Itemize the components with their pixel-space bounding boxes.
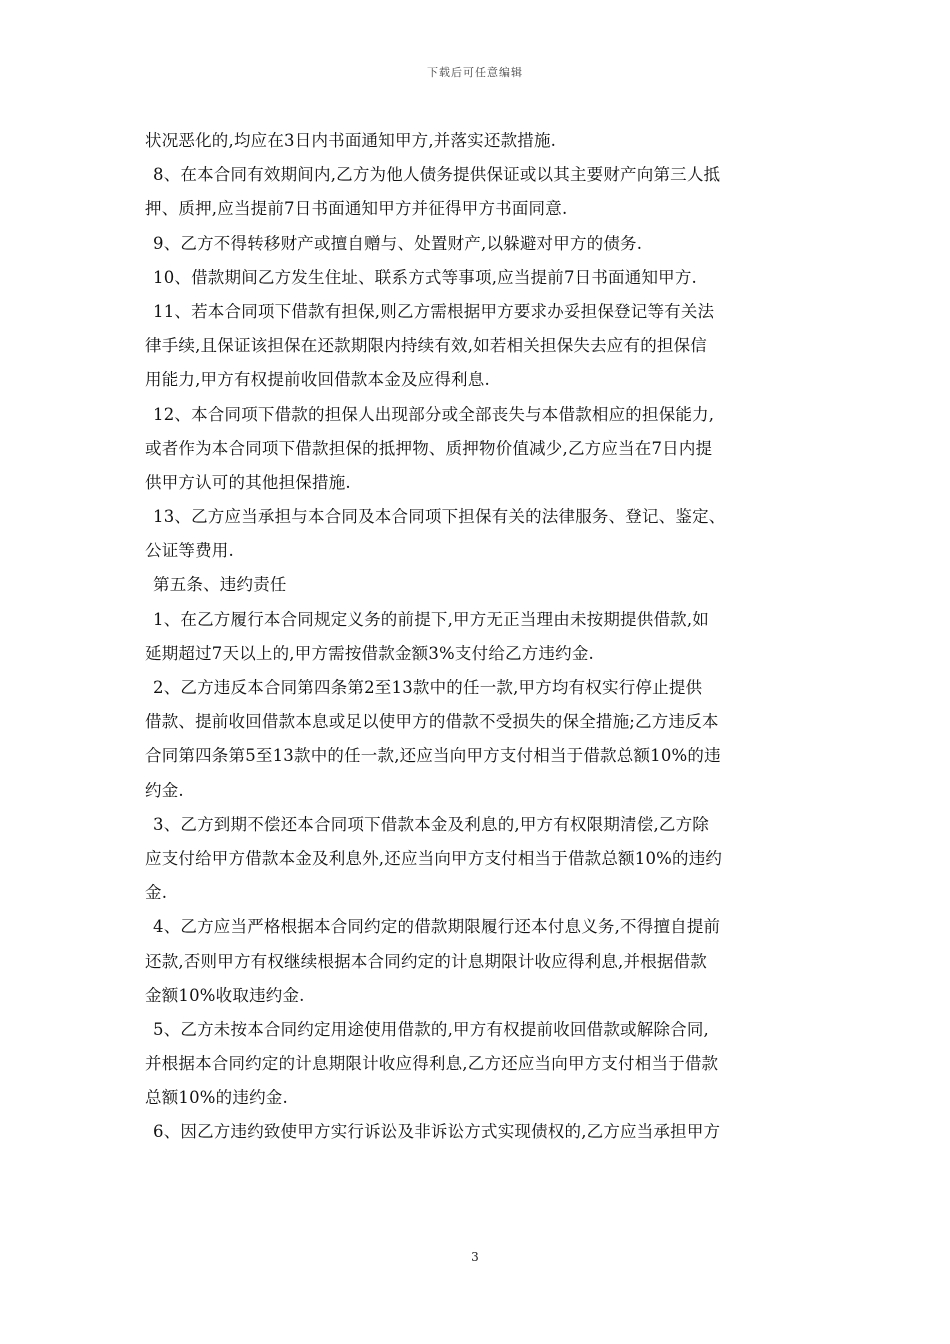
text-line: 借款、提前收回借款本息或足以使甲方的借款不受损失的保全措施;乙方违反本 xyxy=(145,712,719,732)
document-body xyxy=(145,124,810,1150)
text-line: 用能力,甲方有权提前收回借款本金及应得利息. xyxy=(145,370,490,390)
text-line: 5、乙方未按本合同约定用途使用借款的,甲方有权提前收回借款或解除合同, xyxy=(153,1019,709,1039)
text-line: 约金. xyxy=(145,780,184,800)
text-line: 或者作为本合同项下借款担保的抵押物、质押物价值减少,乙方应当在7日内提 xyxy=(145,438,713,458)
text-line: 4、乙方应当严格根据本合同约定的借款期限履行还本付息义务,不得擅自提前 xyxy=(153,917,721,937)
text-line: 还款,否则甲方有权继续根据本合同约定的计息期限计收应得利息,并根据借款 xyxy=(145,951,707,971)
text-line: 1、在乙方履行本合同规定义务的前提下,甲方无正当理由未按期提供借款,如 xyxy=(153,609,709,629)
text-line: 9、乙方不得转移财产或擅自赠与、处置财产,以躲避对甲方的债务. xyxy=(153,233,643,253)
page-number: 3 xyxy=(471,1250,479,1264)
text-line: 状况恶化的,均应在3日内书面通知甲方,并落实还款措施. xyxy=(145,131,557,150)
text-line: 应支付给甲方借款本金及利息外,还应当向甲方支付相当于借款总额10%的违约 xyxy=(145,848,723,868)
text-line: 总额10%的违约金. xyxy=(145,1088,288,1108)
text-line: 10、借款期间乙方发生住址、联系方式等事项,应当提前7日书面通知甲方. xyxy=(153,267,697,287)
text-line: 律手续,且保证该担保在还款期限内持续有效,如若相关担保失去应有的担保信 xyxy=(145,336,707,356)
text-line: 3、乙方到期不偿还本合同项下借款本金及利息的,甲方有权限期清偿,乙方除 xyxy=(153,814,709,834)
text-line: 6、因乙方违约致使甲方实行诉讼及非诉讼方式实现债权的,乙方应当承担甲方 xyxy=(153,1122,721,1142)
text-line: 供甲方认可的其他担保措施. xyxy=(145,472,351,492)
text-line: 第五条、违约责任 xyxy=(153,575,287,595)
text-line: 13、乙方应当承担与本合同及本合同项下担保有关的法律服务、登记、鉴定、 xyxy=(153,507,726,527)
text-line: 并根据本合同约定的计息期限计收应得利息,乙方还应当向甲方支付相当于借款 xyxy=(145,1054,719,1074)
text-line: 金. xyxy=(145,883,168,903)
text-line: 2、乙方违反本合同第四条第2至13款中的任一款,甲方均有权实行停止提供 xyxy=(153,678,703,697)
text-line: 12、本合同项下借款的担保人出现部分或全部丧失与本借款相应的担保能力, xyxy=(153,404,715,424)
text-line: 延期超过7天以上的,甲方需按借款金额3%支付给乙方违约金. xyxy=(145,643,594,663)
text-line: 金额10%收取违约金. xyxy=(145,985,305,1005)
text-line: 8、在本合同有效期间内,乙方为他人债务提供保证或以其主要财产向第三人抵 xyxy=(153,165,721,185)
page-header: 下载后可任意编辑 xyxy=(427,66,523,79)
text-line: 11、若本合同项下借款有担保,则乙方需根据甲方要求办妥担保登记等有关法 xyxy=(153,301,715,321)
text-line: 押、质押,应当提前7日书面通知甲方并征得甲方书面同意. xyxy=(145,199,568,219)
text-line: 合同第四条第5至13款中的任一款,还应当向甲方支付相当于借款总额10%的违 xyxy=(145,746,721,766)
text-line: 公证等费用. xyxy=(145,541,234,561)
